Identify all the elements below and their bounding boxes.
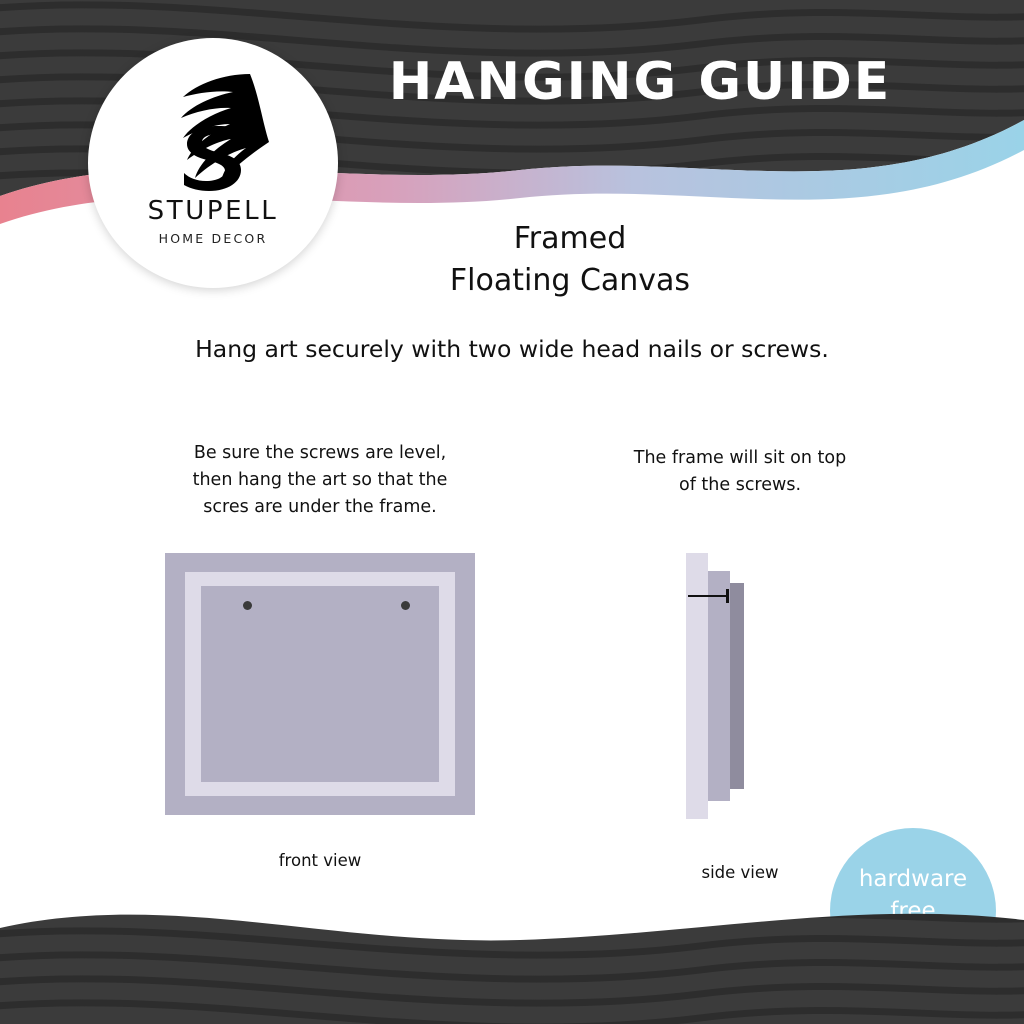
instruction-text: Hang art securely with two wide head nails or screws. — [195, 335, 829, 363]
screw-dot-right — [401, 601, 410, 610]
page-title: HANGING GUIDE — [388, 52, 892, 112]
bottom-decorative-band — [0, 884, 1024, 1024]
nail-icon — [688, 595, 728, 597]
screw-dot-left — [243, 601, 252, 610]
brand-subtitle: HOME DECOR — [158, 231, 268, 246]
side-view-canvas — [730, 583, 744, 789]
front-view-section — [140, 440, 500, 870]
product-title-line1: Framed — [513, 221, 627, 256]
brand-logo — [88, 38, 338, 288]
front-view-caption-line1: Be sure the screws are level, — [193, 443, 447, 463]
brand-name: STUPELL — [147, 196, 279, 226]
side-view-caption-line1: The frame will sit on top — [633, 448, 847, 468]
stupell-swoosh-logo-icon — [153, 64, 273, 192]
side-view-diagram — [680, 553, 800, 819]
front-view-caption-line3: scres are under the frame. — [203, 497, 437, 517]
product-title-line2: Floating Canvas — [449, 263, 691, 298]
front-view-diagram — [165, 553, 475, 815]
side-view-caption-line2: of the screws. — [678, 475, 802, 495]
side-view-wall — [686, 553, 708, 819]
bottom-band-graphic — [0, 884, 1024, 1024]
side-view-section — [590, 445, 890, 882]
side-view-caption — [590, 445, 890, 499]
nail-head-icon — [726, 589, 729, 603]
front-view-caption — [140, 440, 500, 521]
side-view-label: side view — [701, 863, 779, 882]
badge-line1: hardware — [858, 866, 968, 892]
product-title — [340, 218, 800, 302]
front-view-canvas — [201, 586, 439, 782]
side-view-frame — [708, 571, 730, 801]
front-view-label: front view — [278, 851, 362, 870]
front-view-caption-line2: then hang the art so that the — [192, 470, 448, 490]
badge-line2: free — [890, 898, 936, 924]
